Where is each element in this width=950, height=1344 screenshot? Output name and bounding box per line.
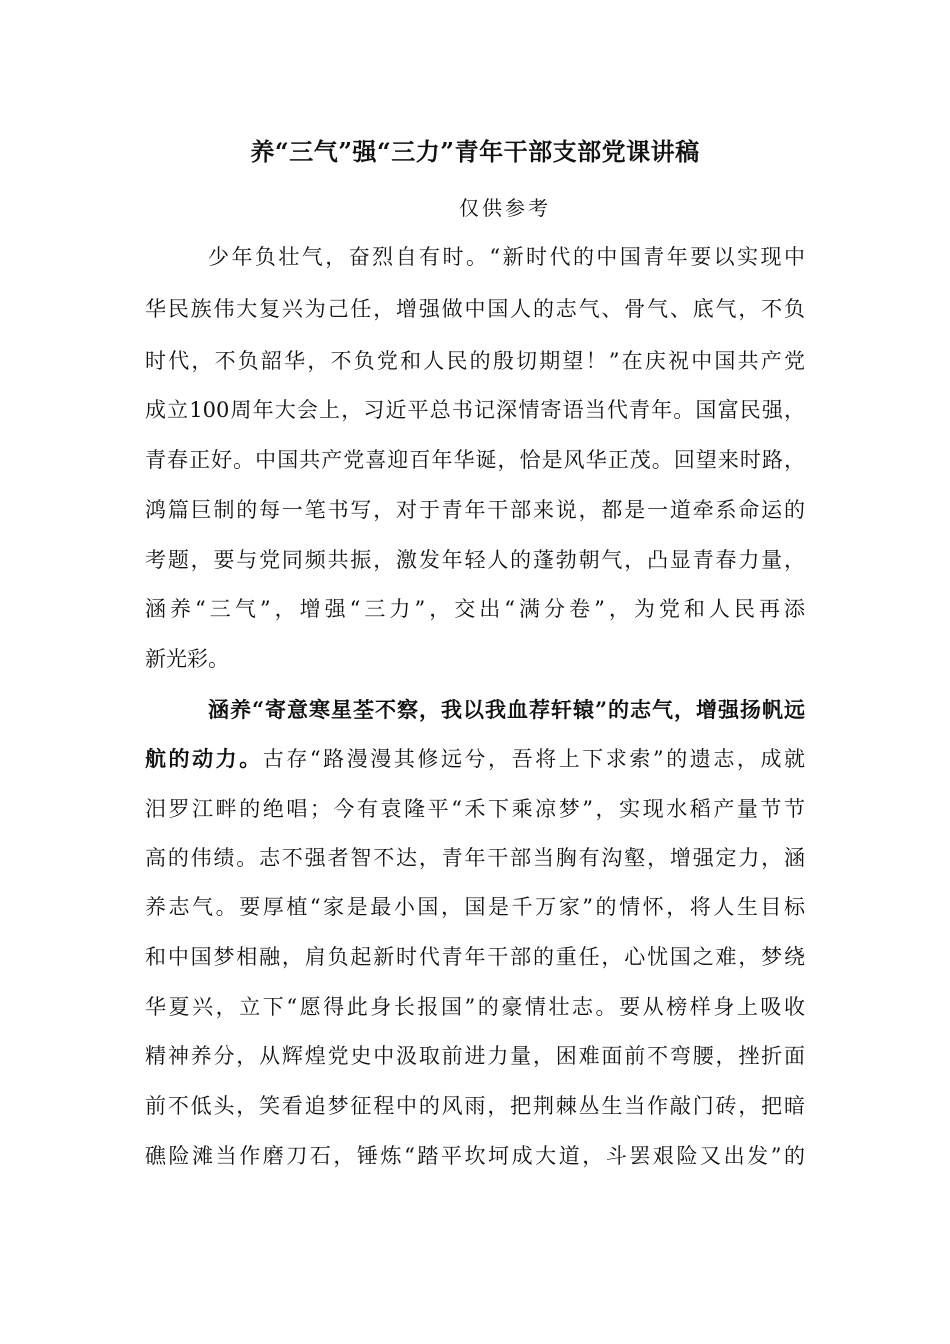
- paragraph-line: 高的伟绩。志不强者智不达，青年干部当胸有沟壑，增强定力，涵: [145, 846, 805, 870]
- paragraph-text: 古存“路漫漫其修远兮，吾将上下求索”的遗志，成就: [262, 747, 805, 771]
- paragraph-line: 新光彩。: [145, 647, 229, 671]
- paragraph-line: 青春正好。中国共产党喜迎百年华诞，恰是风华正茂。回望来时路，: [145, 448, 805, 472]
- document-subtitle: 仅供参考: [459, 196, 551, 220]
- paragraph-line: 华民族伟大复兴为己任，增强做中国人的志气、骨气、底气，不负: [145, 297, 805, 321]
- paragraph-line: 少年负壮气，奋烈自有时。“新时代的中国青年要以实现中: [208, 245, 805, 269]
- paragraph-line: 前不低头，笑看追梦征程中的风雨，把荆棘丛生当作敲门砖，把暗: [145, 1094, 805, 1118]
- paragraph-line: 鸿篇巨制的每一笔书写，对于青年干部来说，都是一道牵系命运的: [145, 498, 805, 522]
- paragraph-line: 成立100周年大会上，习近平总书记深情寄语当代青年。国富民强，: [145, 398, 805, 422]
- section-heading-line: [208, 684, 805, 736]
- document-title: 养“三气”强“三力”青年干部支部党课讲稿: [250, 137, 700, 166]
- paragraph-line: [145, 733, 805, 785]
- paragraph-line: 养志气。要厚植“家是最小国，国是千万家”的情怀，将人生目标: [145, 895, 805, 919]
- section-heading-end: 航的动力。: [145, 746, 263, 771]
- paragraph-line: 考题，要与党同频共振，激发年轻人的蓬勃朝气，凸显青春力量，: [145, 548, 805, 572]
- paragraph-line: 时代，不负韶华，不负党和人民的殷切期望！”在庆祝中国共产党: [145, 349, 805, 373]
- section-heading: 涵养“寄意寒星荃不察，我以我血荐轩辕”的志气，增强扬帆远: [208, 697, 805, 722]
- paragraph-line: 礁险滩当作磨刀石，锤炼“踏平坎坷成大道，斗罢艰险又出发”的: [145, 1144, 805, 1168]
- paragraph-line: 和中国梦相融，肩负起新时代青年干部的重任，心忧国之难，梦绕: [145, 945, 805, 969]
- paragraph-line: 华夏兴，立下“愿得此身长报国”的豪情壮志。要从榜样身上吸收: [145, 995, 805, 1019]
- paragraph-line: 涵养“三气”，增强“三力”，交出“满分卷”，为党和人民再添: [145, 597, 805, 621]
- paragraph-line: 汨罗江畔的绝唱；今有袁隆平“禾下乘凉梦”，实现水稻产量节节: [145, 797, 805, 821]
- paragraph-line: 精神养分，从辉煌党史中汲取前进力量，困难面前不弯腰，挫折面: [145, 1044, 805, 1068]
